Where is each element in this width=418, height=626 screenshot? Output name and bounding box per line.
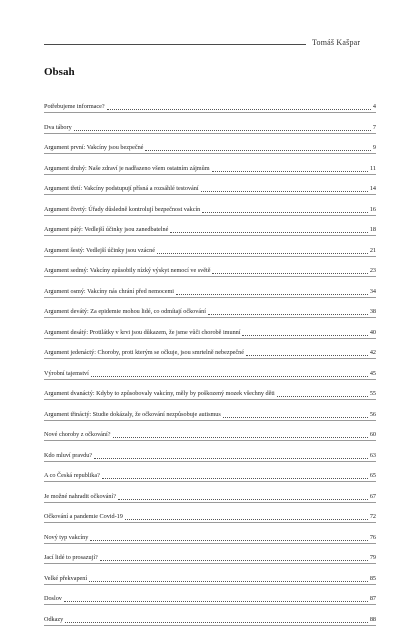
toc-entry [44,502,376,523]
toc-entry-label: Dva tábory [44,123,72,131]
toc-entry-label: Argument šestý: Vedlejší účinky jsou vzácné [44,246,155,254]
toc-leader-dots [91,370,368,377]
toc-entry-line [44,472,376,480]
toc-entry-page-number: 55 [369,390,376,397]
toc-leader-dots [113,431,368,438]
toc-entry-page-number: 79 [369,554,376,561]
toc-entry-line [44,185,376,193]
toc-entry-label: Nový typ vakcíny [44,533,89,541]
toc-entry-line [44,513,376,521]
toc-entry-page-number: 63 [369,451,376,459]
toc-entry-line [44,534,376,542]
toc-leader-dots [107,103,371,110]
toc-entry [44,195,376,216]
toc-entry [44,113,376,134]
toc-entry-label: Argument třetí: Vakcíny podstupují přísná a rozsáhlé testování [44,185,199,192]
toc-entry-line [44,329,376,337]
toc-entry [44,400,376,421]
toc-entry-page-number: 65 [369,472,376,479]
toc-entry-line [44,308,376,316]
toc-entry [44,277,376,298]
toc-entry-label: Odkazy [44,615,64,623]
toc-title: Obsah [44,66,75,78]
toc-leader-dots [64,595,368,602]
toc-entry-page-number: 21 [369,246,376,254]
toc-entry [44,256,376,277]
toc-leader-dots [65,616,368,623]
toc-entry-label: Argument sedmý: Vakcíny způsobily nízký výskyt nemocí ve světě [44,267,211,274]
toc-leader-dots [74,124,371,131]
toc-entry-page-number: 56 [369,410,376,418]
toc-leader-dots [212,165,369,172]
table-of-contents [44,92,376,625]
toc-entry-page-number: 60 [369,431,376,438]
toc-entry-line [44,431,376,439]
toc-entry [44,92,376,113]
toc-entry [44,441,376,462]
toc-entry [44,236,376,257]
toc-entry [44,482,376,503]
toc-leader-dots [201,185,368,192]
toc-entry-page-number: 7 [372,123,376,131]
toc-entry-label: Argument třináctý: Studie dokázaly, že očkování nezpůsobuje autismus [44,410,221,418]
toc-entry-line [44,124,376,132]
toc-entry [44,564,376,585]
toc-entry-label: Argument jedenáctý: Choroby, proti kterým se očkuje, jsou smrtelně nebezpečné [44,349,245,356]
toc-entry [44,359,376,380]
toc-entry-label: Potřebujeme informace? [44,103,105,110]
toc-entry-line [44,390,376,398]
toc-entry-line [44,370,376,378]
toc-entry-line [44,144,376,152]
toc-entry [44,215,376,236]
toc-entry-page-number: 16 [369,205,376,213]
toc-entry-label: Očkování a pandemie Covid-19 [44,513,123,520]
toc-leader-dots [157,247,368,254]
toc-entry-line [44,165,376,173]
toc-leader-dots [208,308,368,315]
toc-leader-dots [102,472,368,479]
toc-entry [44,584,376,605]
toc-entry-label: Argument první: Vakcíny jsou bezpečné [44,144,144,151]
toc-leader-dots [202,206,368,213]
toc-entry-label: Kdo mluví pravdu? [44,451,93,459]
toc-entry [44,297,376,318]
toc-entry-label: Argument dvanáctý: Kdyby to způsobovaly vakcíny, měly by poškozený mozek všechny děti [44,390,275,397]
toc-entry-line [44,206,376,214]
toc-entry [44,523,376,544]
toc-entry [44,133,376,154]
toc-entry [44,420,376,441]
toc-entry-page-number: 11 [370,164,376,172]
header-author: Tomáš Kašpar [312,38,361,47]
toc-entry-line [44,226,376,234]
toc-entry-label: Argument druhý: Naše zdraví je nadřazeno všem ostatním zájmům [44,164,210,172]
toc-leader-dots [94,452,368,459]
toc-entry-page-number: 14 [369,185,376,192]
toc-entry-divider [44,625,376,626]
toc-entry [44,318,376,339]
toc-entry-label: Argument čtvrtý: Úřady důsledně kontrolují bezpečnost vakcín [44,205,201,213]
toc-entry-line [44,616,376,624]
toc-entry-page-number: 87 [369,595,376,602]
toc-entry [44,543,376,564]
toc-entry-label: Výrobní tajemství [44,369,89,377]
toc-entry [44,605,376,626]
toc-entry [44,338,376,359]
toc-entry-page-number: 9 [372,144,376,151]
toc-entry-label: Argument pátý: Vedlejší účinky jsou zanedbatelné [44,226,169,233]
toc-entry-line [44,349,376,357]
toc-entry [44,174,376,195]
toc-entry-line [44,288,376,296]
toc-entry [44,154,376,175]
toc-entry-page-number: 38 [369,308,376,315]
toc-entry-page-number: 76 [369,533,376,541]
toc-entry-page-number: 23 [369,267,376,274]
toc-entry-line [44,493,376,501]
toc-entry-page-number: 72 [369,513,376,520]
toc-entry-line [44,554,376,562]
toc-leader-dots [170,226,367,233]
toc-entry-label: Argument osmý: Vakcíny nás chrání před nemocemi [44,287,175,295]
toc-entry-label: Je možné nahradit očkování? [44,492,116,500]
toc-leader-dots [118,493,368,500]
toc-entry-line [44,595,376,603]
toc-leader-dots [242,329,367,336]
toc-entry-page-number: 42 [369,349,376,356]
toc-leader-dots [223,411,368,418]
toc-entry-label: Jací lidé to prosazují? [44,554,98,561]
toc-entry-page-number: 4 [372,103,376,110]
toc-entry-line [44,452,376,460]
toc-entry-page-number: 40 [369,328,376,336]
toc-leader-dots [176,288,368,295]
toc-entry-line [44,247,376,255]
toc-entry-page-number: 67 [369,492,376,500]
toc-leader-dots [89,575,368,582]
toc-leader-dots [212,267,367,274]
toc-entry-line [44,411,376,419]
toc-leader-dots [277,390,368,397]
toc-leader-dots [145,144,370,151]
header-rule [44,44,306,45]
toc-entry-page-number: 85 [369,574,376,582]
toc-entry-label: Argument desátý: Protilátky v krvi jsou důkazem, že jsme vůči chorobě imunní [44,328,241,336]
toc-entry-label: Argument devátý: Za epidemie mohou lidé, co odmítají očkování [44,308,206,315]
toc-entry-line [44,575,376,583]
toc-entry [44,379,376,400]
toc-entry-label: A co Česká republika? [44,472,100,479]
toc-leader-dots [246,349,368,356]
toc-leader-dots [100,554,368,561]
toc-entry-label: Nové choroby z očkování? [44,431,111,438]
toc-entry-page-number: 18 [369,226,376,233]
toc-entry-line [44,267,376,275]
toc-entry-label: Doslov [44,595,62,602]
toc-entry-page-number: 34 [369,287,376,295]
toc-leader-dots [90,534,367,541]
toc-entry [44,461,376,482]
toc-entry-page-number: 88 [369,615,376,623]
toc-entry-line [44,103,376,111]
toc-leader-dots [125,513,368,520]
toc-entry-page-number: 45 [369,369,376,377]
toc-entry-label: Velké překvapení [44,574,88,582]
